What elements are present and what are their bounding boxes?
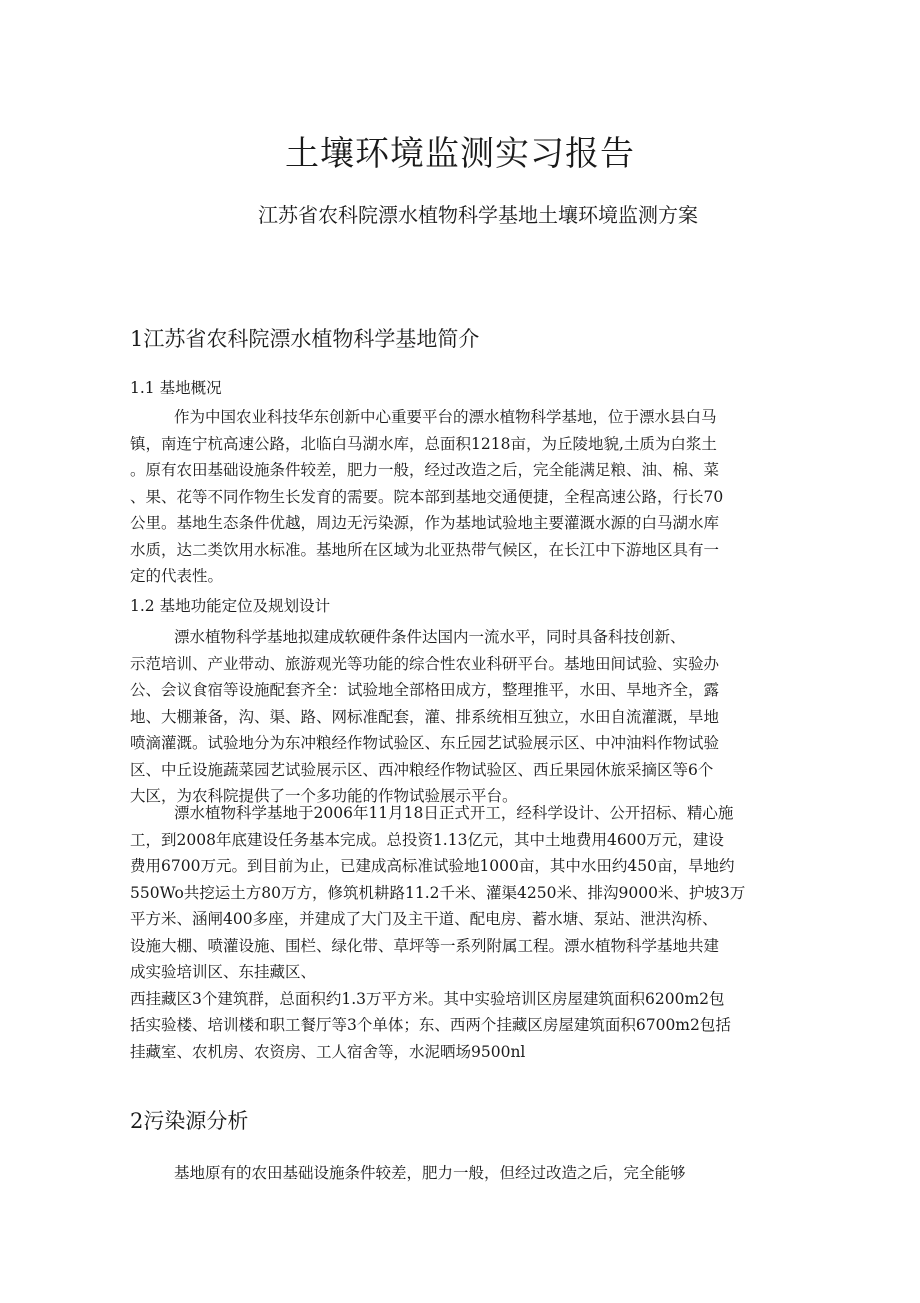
text-line: 成实验培训区、东挂藏区、 <box>130 963 317 981</box>
text-line: 公里。基地生态条件优越，周边无污染源，作为基地试验地主要灌溉水源的白马湖水库 <box>130 514 720 532</box>
text-line: 。原有农田基础设施条件较差，肥力一般，经过改造之后，完全能满足粮、油、棉、菜 <box>130 461 720 479</box>
section-1-2-paragraph-1 <box>130 624 790 810</box>
text-line: 挂藏室、农机房、农资房、工人宿舍等，水泥晒场9500nl <box>130 1042 526 1061</box>
text-line: 区、中丘设施蔬菜园艺试验展示区、西冲粮经作物试验区、西丘果园休旅采摘区等6个 <box>130 760 714 779</box>
text-line: 大区，为农科院提供了一个多功能的作物试验展示平台。 <box>130 787 518 805</box>
text-line: 平方米、涵闸400多座，并建成了大门及主干道、配电房、蓄水塘、泵站、泄洪沟桥、 <box>130 910 718 928</box>
section-1-2-heading: 1.2 基地功能定位及规划设计 <box>130 597 331 615</box>
section-1-1-heading: 1.1 基地概况 <box>130 379 222 397</box>
section-2-paragraph <box>130 1160 790 1187</box>
text-line: 水质，达二类饮用水标准。基地所在区域为北亚热带气候区，在长江中下游地区具有一 <box>130 540 720 559</box>
section-2-heading: 2污染源分析 <box>130 1109 249 1133</box>
text-line: 工，到2008年底建设任务基本完成。总投资1.13亿元，其中土地费用4600万元，建设 <box>130 830 724 849</box>
text-line: 漂水植物科学基地拟建成软硬件条件达国内一流水平，同时具备科技创新、 <box>174 628 686 646</box>
text-line: 设施大棚、喷灌设施、围栏、绿化带、草坪等一系列附属工程。漂水植物科学基地共建 <box>130 936 720 955</box>
text-line: 地、大棚兼备，沟、渠、路、网标准配套，灌、排系统相互独立，水田自流灌溉，旱地 <box>130 707 720 726</box>
text-line: 镇，南连宁杭高速公路，北临白马湖水库，总面积1218亩，为丘陵地貌,土质为白浆土 <box>130 434 717 453</box>
text-line: 550Wo共挖运土方80万方，修筑机耕路11.2千米、灌渠4250米、排沟9000米、护坡3万 <box>130 883 746 902</box>
text-line: 费用6700万元。到目前为止，已建成高标准试验地1000亩，其中水田约450亩，旱地约 <box>130 857 735 875</box>
text-line: 定的代表性。 <box>130 567 224 585</box>
text-line: 基地原有的农田基础设施条件较差，肥力一般，但经过改造之后，完全能够 <box>174 1164 686 1182</box>
text-line: 示范培训、产业带动、旅游观光等功能的综合性农业科研平台。基地田间试验、实验办 <box>130 654 720 673</box>
text-line: 、果、花等不同作物生长发育的需要。院本部到基地交通便捷，全程高速公路，行长70 <box>130 487 724 506</box>
section-1-1-paragraph <box>130 404 790 590</box>
page-subtitle: 江苏省农科院漂水植物科学基地土壤环境监测方案 <box>258 203 698 227</box>
text-line: 括实验楼、培训楼和职工餐厅等3个单体；东、西两个挂藏区房屋建筑面积6700m2包括 <box>130 1016 731 1034</box>
text-line: 西挂藏区3个建筑群，总面积约1.3万平方米。其中实验培训区房屋建筑面积6200m2包 <box>130 989 725 1008</box>
text-line: 喷滴灌溉。试验地分为东冲粮经作物试验区、东丘园艺试验展示区、中冲油料作物试验 <box>130 734 720 752</box>
section-1-heading: 1江苏省农科院漂水植物科学基地简介 <box>130 327 480 351</box>
section-1-2-paragraph-2 <box>130 800 790 1065</box>
text-line: 公、会议食宿等设施配套齐全：试验地全部格田成方，整理推平，水田、旱地齐全，露 <box>130 681 720 699</box>
text-line: 漂水植物科学基地于2006年11月18日正式开工，经科学设计、公开招标、精心施 <box>174 804 734 822</box>
page-title: 土壤环境监测实习报告 <box>285 134 635 174</box>
text-line: 作为中国农业科技华东创新中心重要平台的漂水植物科学基地，位于漂水县白马 <box>174 408 717 426</box>
